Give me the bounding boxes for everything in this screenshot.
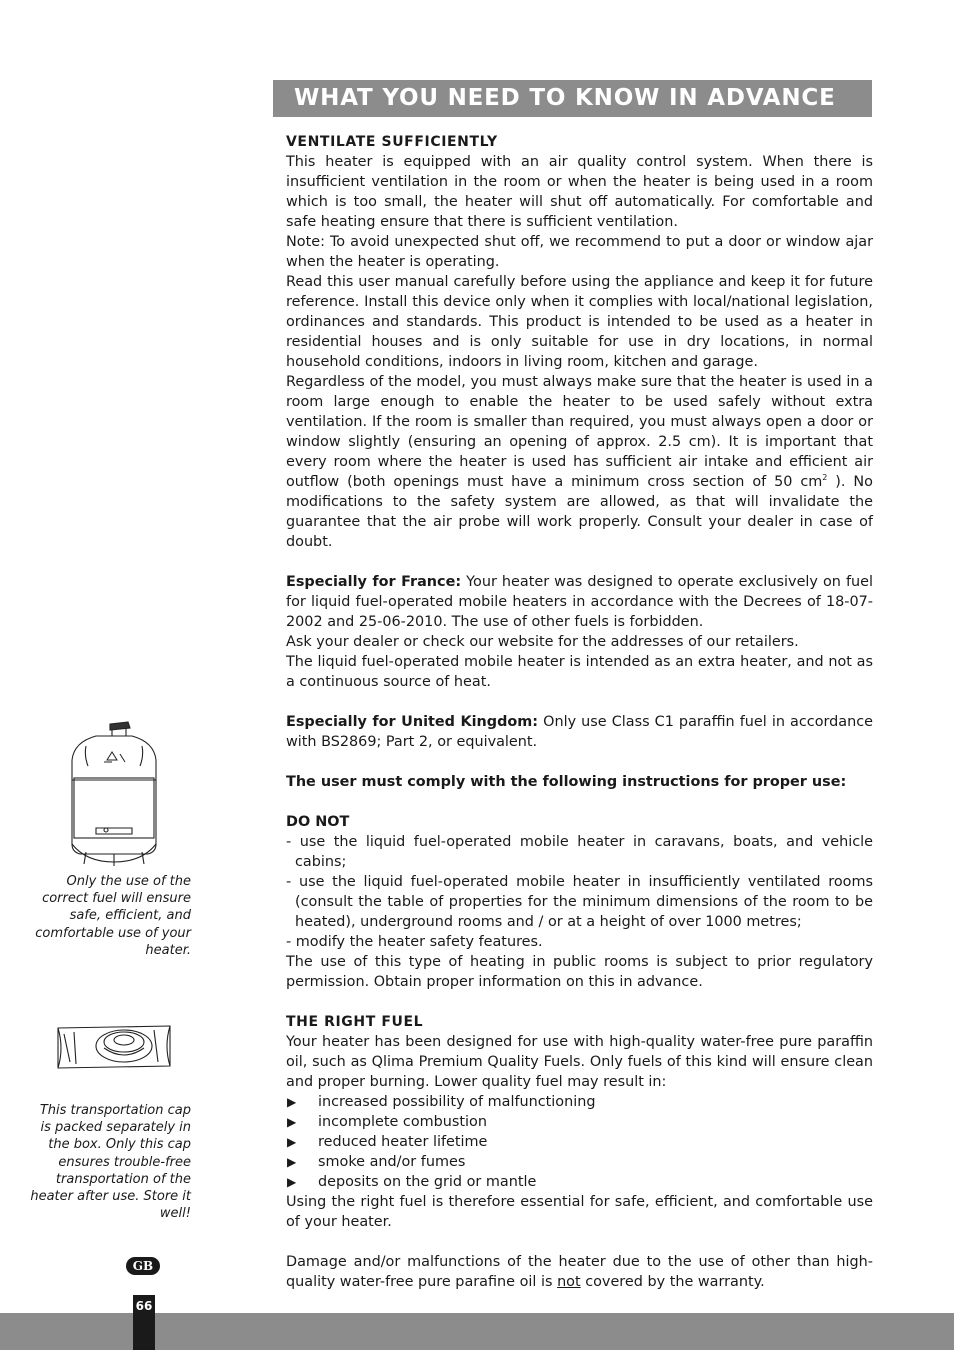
page-title: WHAT YOU NEED TO KNOW IN ADVANCE [273,80,872,117]
language-badge: GB [126,1257,160,1275]
warranty-note: Damage and/or malfunctions of the heater due to the use of other than high-quality water-free pure parafine oil is not covered by the warranty. [286,1254,873,1290]
fuel-caption: Only the use of the correct fuel will ensure safe, efficient, and comfortable use of your heater. [35,874,191,958]
paragraph-uk: Especially for United Kingdom: Only use Class C1 paraffin fuel in accordance with BS2869; Part 2, or equivalent. [286,714,874,750]
paragraph: Note: To avoid unexpected shut off, we recommend to put a door or window ajar when the heater is operating. [286,234,873,270]
paragraph: Using the right fuel is therefore essential for safe, efficient, and comfortable use of your heater. [286,1194,873,1230]
main-content [286,132,873,1332]
paragraph: Regardless of the model, you must always make sure that the heater is used in a room large enough to enable the heater to be used safely without extra ventilation. If the room is smaller than required, you must always open a door or window slightly (ensuring an opening of approx. 2.5 cm). It is important that every room where the heater is used has sufficient air intake and efficient air outflow (both openings must have a minimum cross section of 50 $cm^2$ ). No modifications to the safety system are allowed, as that will invalidate the guarantee that the air probe will work properly. Consult your dealer in case of doubt. [286,374,873,550]
section-heading-ventilate: VENTILATE SUFFICIENTLY [286,134,498,150]
bullet-item: ▶ smoke and/or fumes [287,1154,466,1170]
paragraph: This heater is equipped with an air quality control system. When there is insufficient ventilation in the room or when the heater is being used in a room which is too small, the heater will shut off automatically. For comfortable and safe heating ensure that there is sufficient ventilation. [286,154,873,230]
paragraph: Your heater has been designed for use with high-quality water-free pure paraffin oil, such as Qlima Premium Quality Fuels. Only fuels of this kind will ensure clean and proper burning. Lower quality fuel may result in: [286,1034,873,1090]
transport-cap-illustration [54,1018,174,1072]
section-heading-fuel: THE RIGHT FUEL [286,1014,424,1030]
bullet-item: ▶ reduced heater lifetime [287,1134,488,1150]
bullet-arrow-icon: ▶ [287,1155,297,1169]
list-item: - modify the heater safety features. [286,934,543,950]
comply-statement: The user must comply with the following instructions for proper use: [286,774,847,790]
bullet-item: ▶ incomplete combustion [287,1114,487,1130]
section-heading-donot: DO NOT [286,814,350,830]
paragraph: Read this user manual carefully before using the appliance and keep it for future reference. Install this device only when it complies with local/national legislation, ordinances and standards. This product is intended to be used as a heater in residential houses and is only suitable for use in dry locations, in normal household conditions, indoors in living room, kitchen and garage. [286,274,873,370]
bullet-arrow-icon: ▶ [287,1135,297,1149]
page-number: 66 [133,1295,155,1350]
paragraph-france: Especially for France: Your heater was designed to operate exclusively on fuel for liquid fuel-operated mobile heaters in accordance with the Decrees of 18-07-2002 and 25-06-2010. The use of other fuels is forbidden. [286,574,873,630]
bullet-arrow-icon: ▶ [287,1095,297,1109]
fuel-can-illustration [66,716,162,868]
bullet-item: ▶ deposits on the grid or mantle [287,1174,537,1190]
paragraph: The liquid fuel-operated mobile heater is intended as an extra heater, and not as a continuous source of heat. [286,654,873,690]
bullet-item: ▶ increased possibility of malfunctioning [287,1094,596,1110]
transport-cap-caption: This transportation cap is packed separately in the box. Only this cap ensures trouble-free transportation of the heater after use. Store it well! [30,1103,191,1222]
paragraph: The use of this type of heating in public rooms is subject to prior regulatory permission. Obtain proper information on this in advance. [286,954,873,990]
list-item: - use the liquid fuel-operated mobile heater in caravans, boats, and vehicle cabins; [286,834,873,870]
paragraph: Ask your dealer or check our website for the addresses of our retailers. [286,634,799,650]
list-item: - use the liquid fuel-operated mobile heater in insufficiently ventilated rooms (consult the table of properties for the minimum dimensions of the room to be heated), underground rooms and / or at a height of over 1000 metres; [286,874,873,930]
bullet-arrow-icon: ▶ [287,1115,297,1129]
bullet-arrow-icon: ▶ [287,1175,297,1189]
